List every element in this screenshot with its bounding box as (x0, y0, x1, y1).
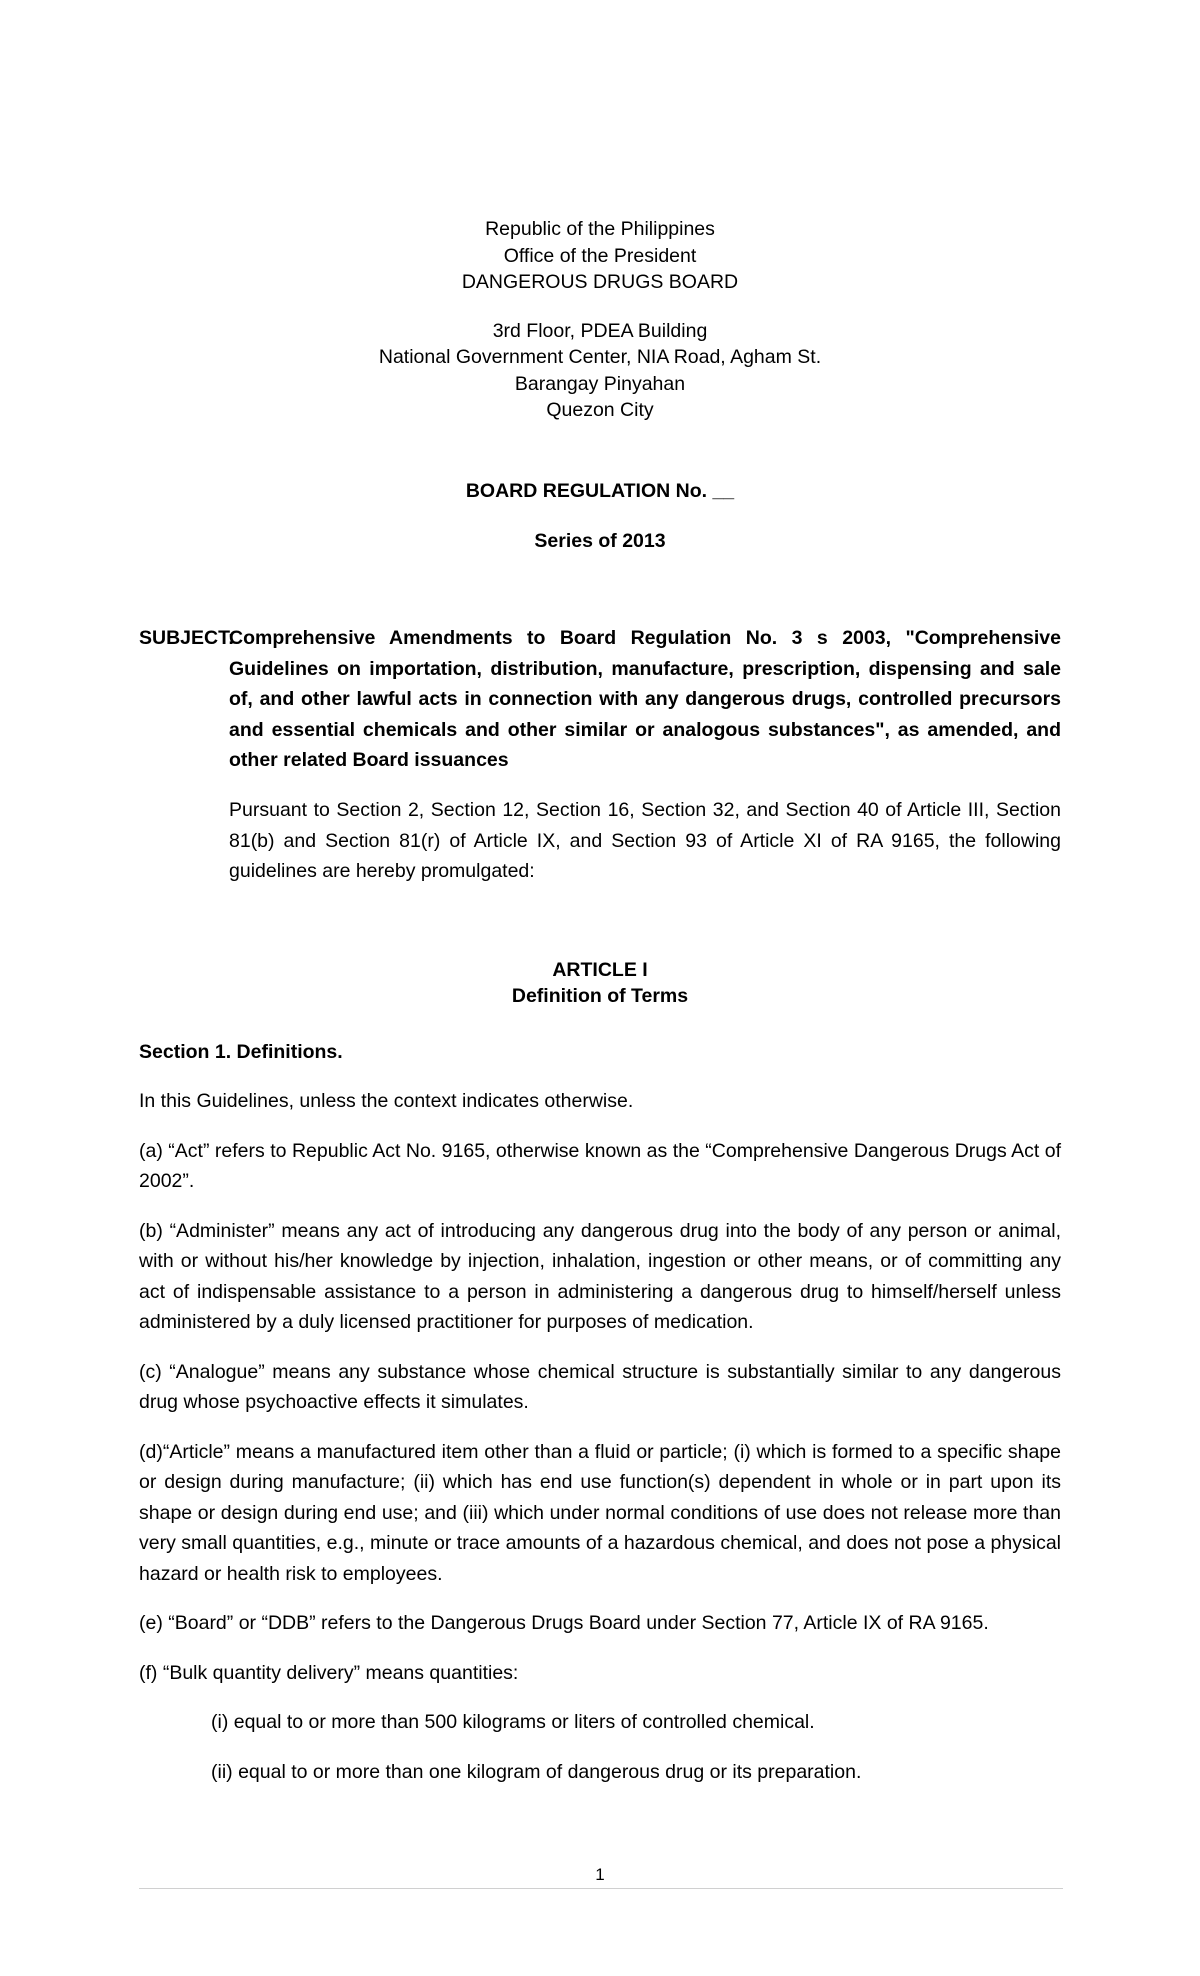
definition-c: (c) “Analogue” means any substance whose chemical structure is substantially similar to any dangerous drug whose psychoactive effects it simulates. (139, 1360, 1061, 1413)
regulation-title: BOARD REGULATION No. __ (465, 480, 735, 502)
header-board: DANGEROUS DRUGS BOARD (461, 271, 739, 293)
regulation-series: Series of 2013 (534, 530, 666, 552)
definition-a: (a) “Act” refers to Republic Act No. 9165, otherwise known as the “Comprehensive Dangerous Drugs Act of 2002”. (139, 1139, 1061, 1192)
page-number: 1 (595, 1865, 605, 1884)
header-address-line-2: National Government Center, NIA Road, Agham St. (378, 346, 822, 368)
definition-f-ii: (ii) equal to or more than one kilogram of dangerous drug or its preparation. (211, 1760, 862, 1783)
header-republic: Republic of the Philippines (485, 218, 715, 240)
definitions-body (139, 1086, 1061, 1806)
article-heading (0, 957, 1200, 1009)
footer-divider (139, 1888, 1063, 1889)
definition-f: (f) “Bulk quantity delivery” means quantities: (139, 1661, 519, 1684)
definition-b: (b) “Administer” means any act of introducing any dangerous drug into the body of any person or animal, with or without his/her knowledge by injection, inhalation, ingestion or other means, or of committing any act of indispensable assistance to a person in administering a dangerous drug to himself/herself unless administered by a duly licensed practitioner for purposes of medication. (139, 1219, 1061, 1333)
header-office: Office of the President (503, 244, 697, 267)
header-address-line-1: 3rd Floor, PDEA Building (492, 319, 708, 342)
definition-e: (e) “Board” or “DDB” refers to the Dangerous Drugs Board under Section 77, Article IX of RA 9165. (139, 1612, 989, 1634)
article-title: Definition of Terms (511, 985, 689, 1007)
section-intro: In this Guidelines, unless the context indicates otherwise. (139, 1090, 634, 1112)
definition-d: (d)“Article” means a manufactured item other than a fluid or particle; (i) which is formed to a specific shape or design during manufacture; (ii) which has end use function(s) dependent in whole or in part upon its shape or design during end use; and (iii) which under normal conditions of use does not release more than very small quantities, e.g., minute or trace amounts of a hazardous chemical, and does not pose a physical hazard or health risk to employees. (139, 1440, 1061, 1585)
subject-block (139, 623, 1059, 776)
header-address-line-4: Quezon City (546, 399, 654, 421)
subject-label: SUBJECT: (139, 627, 235, 649)
subject-text: Comprehensive Amendments to Board Regulation No. 3 s 2003, "Comprehensive Guidelines on importation, distribution, manufacture, prescription, dispensing and sale of, and other lawful acts in connection with any dangerous drugs, controlled precursors and essential chemicals and other similar or analogous substances", as amended, and other related Board issuances (229, 627, 1061, 771)
letterhead (0, 216, 1200, 424)
pursuant-paragraph: Pursuant to Section 2, Section 12, Section 16, Section 32, and Section 40 of Article III, Section 81(b) and Section 81(r) of Article IX, and Section 93 of Article XI of RA 9165, the following guidelines are hereby promulgated: (229, 799, 1061, 882)
definition-f-i: (i) equal to or more than 500 kilograms or liters of controlled chemical. (211, 1711, 815, 1733)
header-address-line-3: Barangay Pinyahan (514, 372, 686, 395)
section-title: Section 1. Definitions. (139, 1041, 343, 1063)
article-number: ARTICLE I (552, 959, 648, 981)
